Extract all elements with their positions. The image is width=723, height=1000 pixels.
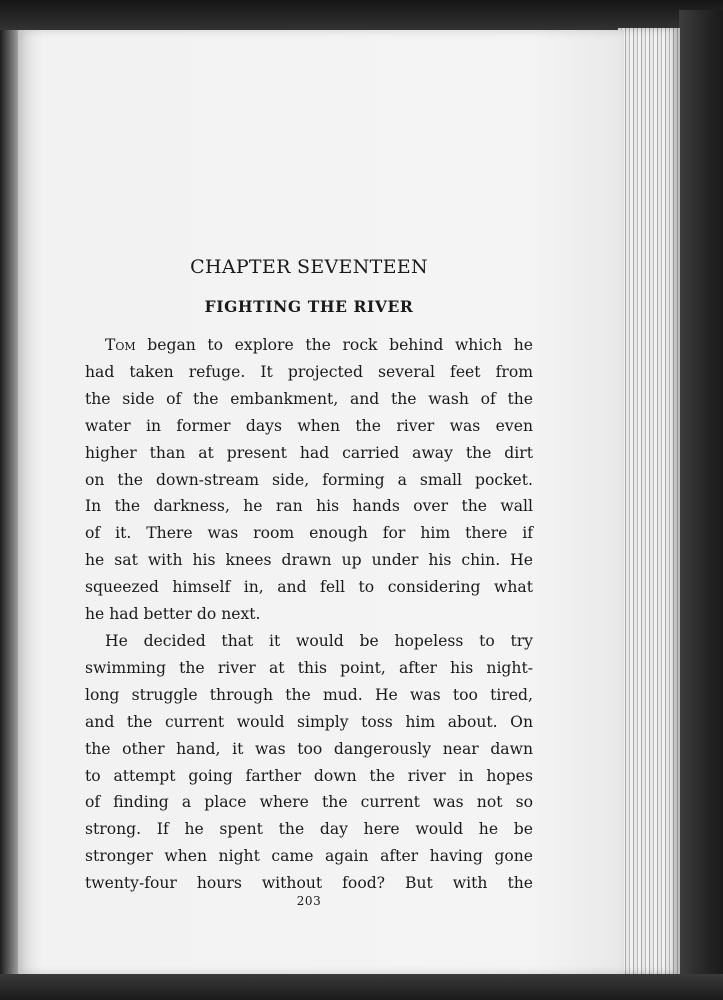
book-page <box>18 30 624 974</box>
text-line: higher than at present had carried away the dirt <box>85 443 533 462</box>
text-line: water in former days when the river was even <box>85 416 533 435</box>
text-line: twenty-four hours without food? But with the <box>85 874 533 893</box>
text-line: he sat with his knees drawn up under his chin. He <box>85 551 533 570</box>
text-line: long struggle through the mud. He was too tired, <box>85 685 533 704</box>
paragraph-1 <box>85 332 533 628</box>
book-cover-bottom-edge <box>0 974 723 1000</box>
page-number: 203 <box>296 894 322 908</box>
text-line: He decided that it would be hopeless to try <box>105 631 533 650</box>
text-line: stronger when night came again after having gone <box>85 847 533 866</box>
text-line: the other hand, it was too dangerously near dawn <box>85 739 533 758</box>
body-text <box>85 332 533 897</box>
text-line: of it. There was room enough for him there if <box>85 524 533 543</box>
text-line: to attempt going farther down the river in hopes <box>85 766 533 785</box>
text-line-content: began to explore the rock behind which he <box>135 336 533 354</box>
text-line: he had better do next. <box>85 605 261 624</box>
book-cover-right-edge <box>679 10 723 1000</box>
text-line: on the down-stream side, forming a small pocket. <box>85 470 533 489</box>
page-stack-edges <box>618 28 680 974</box>
text-line: of finding a place where the current was not so <box>85 793 533 812</box>
text-line: squeezed himself in, and fell to considering what <box>85 578 533 597</box>
text-line: and the current would simply toss him about. On <box>85 712 533 731</box>
text-line: strong. If he spent the day here would he be <box>85 820 533 839</box>
first-word: Tom <box>105 336 136 354</box>
text-line: had taken refuge. It projected several feet from <box>85 362 533 381</box>
text-line: In the darkness, he ran his hands over the wall <box>85 497 533 516</box>
chapter-subtitle: FIGHTING THE RIVER <box>204 297 414 316</box>
text-line: the side of the embankment, and the wash of the <box>85 389 533 408</box>
text-line: swimming the river at this point, after his night- <box>85 658 533 677</box>
paragraph-2 <box>85 628 533 897</box>
text-line <box>85 332 533 359</box>
chapter-title: CHAPTER SEVENTEEN <box>190 256 428 278</box>
